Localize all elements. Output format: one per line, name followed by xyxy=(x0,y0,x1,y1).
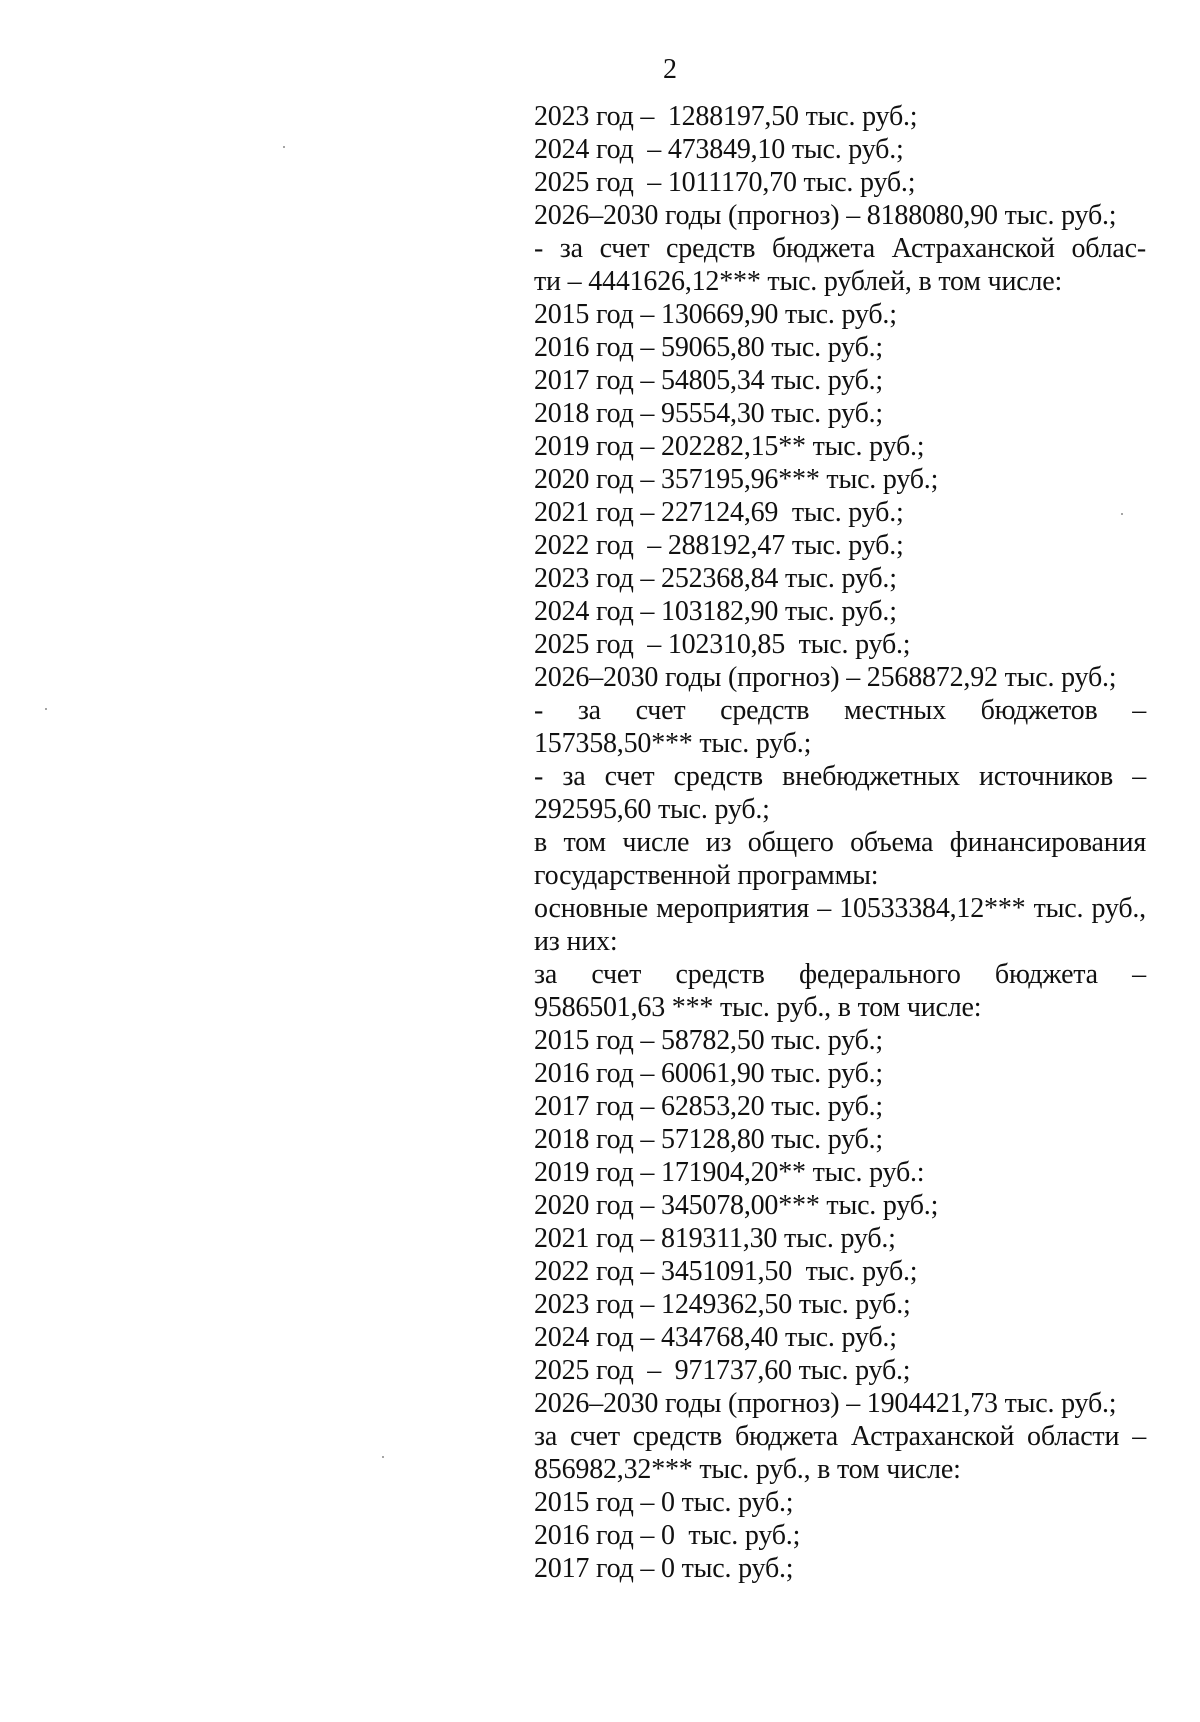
document-line: 2018 год – 95554,30 тыс. руб.; xyxy=(534,398,883,429)
document-line: 2021 год – 227124,69 тыс. руб.; xyxy=(534,497,904,528)
document-line: 292595,60 тыс. руб.; xyxy=(534,794,770,825)
document-line: за счет средств бюджета Астраханской области – xyxy=(534,1421,1146,1452)
document-line: 2015 год – 130669,90 тыс. руб.; xyxy=(534,299,897,330)
scan-speck xyxy=(1121,513,1123,515)
document-line: 2022 год – 288192,47 тыс. руб.; xyxy=(534,530,904,561)
document-line: 2015 год – 58782,50 тыс. руб.; xyxy=(534,1025,883,1056)
document-line: 2025 год – 102310,85 тыс. руб.; xyxy=(534,629,911,660)
document-line: 2024 год – 434768,40 тыс. руб.; xyxy=(534,1322,897,1353)
document-line: 2024 год – 473849,10 тыс. руб.; xyxy=(534,134,904,165)
document-line: 2022 год – 3451091,50 тыс. руб.; xyxy=(534,1256,918,1287)
document-line: 2017 год – 54805,34 тыс. руб.; xyxy=(534,365,883,396)
page-number: 2 xyxy=(663,54,677,85)
document-text-block xyxy=(534,100,1146,1585)
document-line: 2017 год – 62853,20 тыс. руб.; xyxy=(534,1091,883,1122)
document-line: - за счет средств местных бюджетов – xyxy=(534,695,1146,726)
document-line: 2019 год – 202282,15** тыс. руб.; xyxy=(534,431,925,462)
document-line: 157358,50*** тыс. руб.; xyxy=(534,728,812,759)
document-line: 2019 год – 171904,20** тыс. руб.: xyxy=(534,1157,925,1188)
document-line: 2024 год – 103182,90 тыс. руб.; xyxy=(534,596,897,627)
document-line: государственной программы: xyxy=(534,860,879,891)
document-line: 2020 год – 345078,00*** тыс. руб.; xyxy=(534,1190,939,1221)
document-line: 2016 год – 59065,80 тыс. руб.; xyxy=(534,332,883,363)
document-line: в том числе из общего объема финансирования xyxy=(534,827,1146,858)
document-line: 2023 год – 252368,84 тыс. руб.; xyxy=(534,563,897,594)
document-line: 2015 год – 0 тыс. руб.; xyxy=(534,1487,794,1518)
document-line: - за счет средств бюджета Астраханской облас- xyxy=(534,233,1146,264)
document-line: за счет средств федерального бюджета – xyxy=(534,959,1146,990)
document-line: 2017 год – 0 тыс. руб.; xyxy=(534,1553,794,1584)
document-line: 2025 год – 971737,60 тыс. руб.; xyxy=(534,1355,911,1386)
document-line: - за счет средств внебюджетных источников – xyxy=(534,761,1146,792)
document-line: 9586501,63 *** тыс. руб., в том числе: xyxy=(534,992,982,1023)
document-line: 2016 год – 0 тыс. руб.; xyxy=(534,1520,801,1551)
scan-speck xyxy=(45,708,47,710)
document-line: из них: xyxy=(534,926,618,957)
document-line: 2026–2030 годы (прогноз) – 8188080,90 тыс. руб.; xyxy=(534,200,1117,231)
scan-speck xyxy=(382,1456,384,1458)
document-line: 2023 год – 1288197,50 тыс. руб.; xyxy=(534,101,918,132)
document-line: 2016 год – 60061,90 тыс. руб.; xyxy=(534,1058,883,1089)
document-line: 2020 год – 357195,96*** тыс. руб.; xyxy=(534,464,939,495)
scan-speck xyxy=(283,146,285,148)
document-line: основные мероприятия – 10533384,12*** тыс. руб., xyxy=(534,893,1146,924)
document-line: 2023 год – 1249362,50 тыс. руб.; xyxy=(534,1289,911,1320)
document-line: 2021 год – 819311,30 тыс. руб.; xyxy=(534,1223,896,1254)
document-line: 856982,32*** тыс. руб., в том числе: xyxy=(534,1454,961,1485)
document-line: 2026–2030 годы (прогноз) – 1904421,73 тыс. руб.; xyxy=(534,1388,1117,1419)
document-line: ти – 4441626,12*** тыс. рублей, в том числе: xyxy=(534,266,1063,297)
document-line: 2025 год – 1011170,70 тыс. руб.; xyxy=(534,167,916,198)
document-line: 2018 год – 57128,80 тыс. руб.; xyxy=(534,1124,883,1155)
document-line: 2026–2030 годы (прогноз) – 2568872,92 тыс. руб.; xyxy=(534,662,1117,693)
